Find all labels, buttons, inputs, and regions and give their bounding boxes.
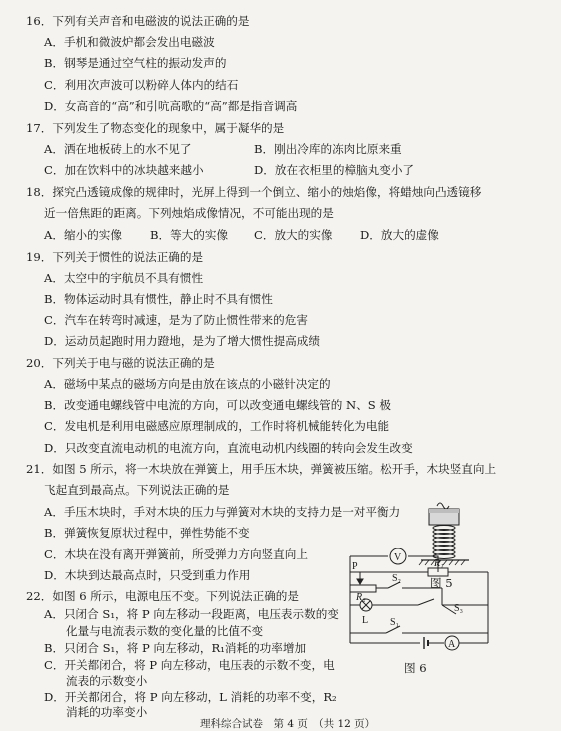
q19-option-a: A．太空中的宇航员不具有惯性 [44,271,204,285]
q18-stem-line1: 18．探究凸透镜成像的规律时，光屏上得到一个倒立、缩小的烛焰像，将蜡烛向凸透镜移 [26,185,482,199]
q19-option-b: B．物体运动时具有惯性，静止时不具有惯性 [44,292,273,306]
s3-label: S₃ [454,603,464,614]
q18-option-c: C．放大的实像 [254,228,333,242]
q21-stem-line2: 飞起直到最高点。下列说法正确的是 [44,483,230,497]
q22-option-d-line1: D．开关都闭合，将 P 向左移动，L 消耗的功率不变，R₂ [44,690,337,704]
q21-option-a: A．手压木块时，手对木块的压力与弹簧对木块的支持力是一对平衡力 [44,505,401,519]
figure-6-caption: 图 6 [404,661,427,675]
q21-option-b: B．弹簧恢复原状过程中，弹性势能不变 [44,526,250,540]
q20-option-b: B．改变通电螺线管中电流的方向，可以改变通电螺线管的 N、S 极 [44,398,392,412]
page-footer: 理科综合试卷 第 4 页 （共 12 页） [200,718,376,730]
q17-option-d: D．放在衣柜里的樟脑丸变小了 [254,163,415,177]
q16-option-c: C．利用次声波可以粉碎人体内的结石 [44,78,239,92]
r2-rheostat [350,585,376,592]
q22-option-a-line2: 化量与电流表示数的变化量的比值不变 [66,624,264,638]
ammeter-label: A [448,639,456,650]
s2-label: S₂ [392,573,402,584]
q21-stem-line1: 21．如图 5 所示，将一木块放在弹簧上，用手压木块，弹簧被压缩。松开手，木块竖直向上 [26,462,497,476]
q22-option-c-line1: C．开关都闭合，将 P 向左移动，电压表的示数不变，电 [44,658,335,672]
q18-stem-line2: 近一倍焦距的距离。下列烛焰成像情况，不可能出现的是 [44,206,334,220]
lamp-label: L [362,615,369,626]
q19-option-c: C．汽车在转弯时减速，是为了防止惯性带来的危害 [44,313,308,327]
q20-option-d: D．只改变直流电动机的电流方向，直流电动机内线圈的转向会发生改变 [44,441,413,455]
q17-option-b: B．刚出冷库的冻肉比原来重 [254,142,402,156]
q19-stem: 19．下列关于惯性的说法正确的是 [26,250,204,264]
voltmeter-label: V [394,552,402,563]
q20-option-c: C．发电机是利用电磁感应原理制成的，工作时将机械能转化为电能 [44,419,390,433]
q17-option-a: A．洒在地板砖上的水不见了 [44,142,192,156]
q17-stem: 17．下列发生了物态变化的现象中，属于凝华的是 [26,121,285,135]
q18-option-d: D．放大的虚像 [360,228,439,242]
hand-mark [437,503,449,509]
q22-option-a-line1: A．只闭合 S₁，将 P 向左移动一段距离，电压表示数的变 [44,607,339,621]
slider-p-label: P [352,561,358,572]
q19-option-d: D．运动员起跑时用力蹬地，是为了增大惯性提高成绩 [44,334,320,348]
q16-option-a: A．手机和微波炉都会发出电磁波 [44,35,215,49]
q20-option-a: A．磁场中某点的磁场方向是由放在该点的小磁针决定的 [44,377,331,391]
q17-option-c: C．加在饮料中的冰块越来越小 [44,163,204,177]
q18-option-a: A．缩小的实像 [44,228,122,242]
figure-6-circuit [338,548,496,658]
q21-option-c: C．木块在没有离开弹簧前，所受弹力方向竖直向上 [44,547,308,561]
q22-option-b: B．只闭合 S₁，将 P 向左移动，R₁消耗的功率增加 [44,641,307,655]
figure-5-caption: 图 5 [430,576,453,590]
q22-option-d-line2: 消耗的功率变小 [66,705,148,719]
q16-option-d: D．女高音的“高”和引吭高歌的“高”都是指音调高 [44,99,298,113]
q16-stem: 16．下列有关声音和电磁波的说法正确的是 [26,14,250,28]
q22-option-c-line2: 流表的示数变小 [66,674,148,688]
q16-option-b: B．钢琴是通过空气柱的振动发声的 [44,56,227,70]
r2-label: R₂ [356,592,366,603]
q21-option-d: D．木块到达最高点时，只受到重力作用 [44,568,251,582]
q22-stem: 22．如图 6 所示，电源电压不变。下列说法正确的是 [26,589,299,603]
q18-option-b: B．等大的实像 [150,228,229,242]
r1-label: R₁ [434,558,444,569]
s1-label: S₁ [390,617,400,628]
q20-stem: 20．下列关于电与磁的说法正确的是 [26,356,215,370]
